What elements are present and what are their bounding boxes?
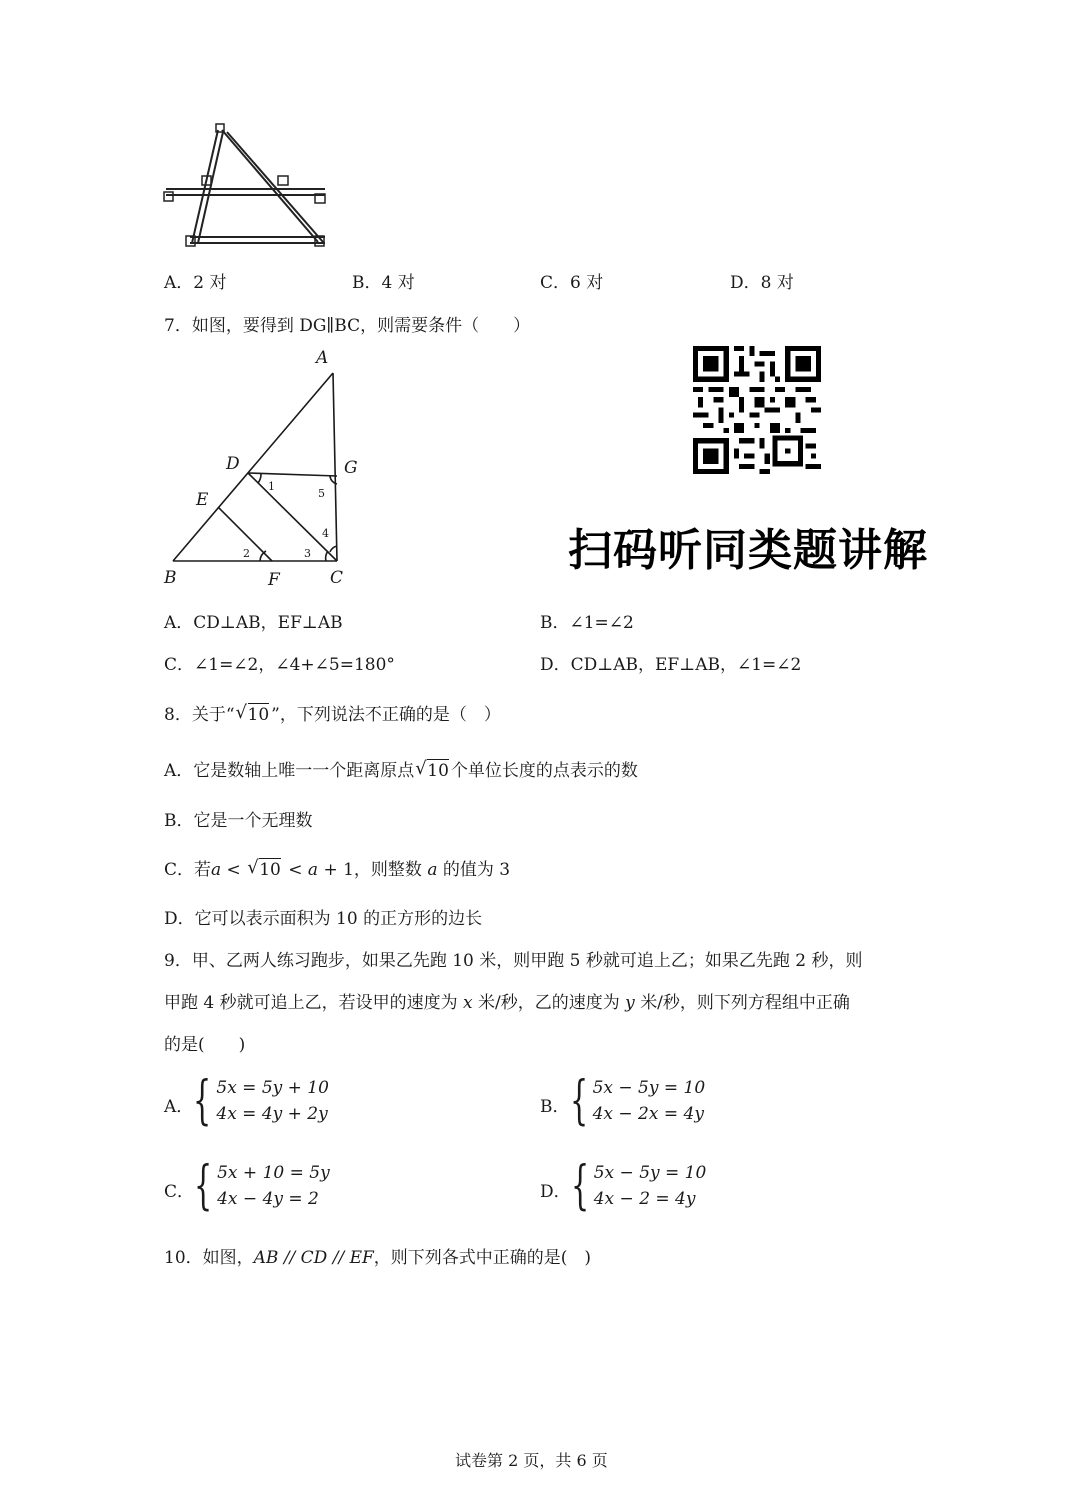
q8-option-b[interactable]: B．它是一个无理数 [164,811,313,831]
q9-stem-line1: 9．甲、乙两人练习跑步，如果乙先跑 10 米，则甲跑 5 秒就可追上乙；如果乙先跑 2 秒，则 [164,951,863,971]
qr-code[interactable] [692,346,822,474]
q9-option-d[interactable]: D． { 5x − 5y = 10 4x − 2 = 4y [540,1156,707,1216]
q9-option-c[interactable]: C． { 5x + 10 = 5y 4x − 4y = 2 [164,1156,330,1216]
q6-option-b[interactable]: B．4 对 [352,273,415,293]
q7-option-a[interactable]: A．CD⊥AB，EF⊥AB [164,613,343,633]
q6-figure [160,120,335,255]
q9-option-b[interactable]: B． { 5x − 5y = 10 4x − 2x = 4y [540,1071,706,1131]
q9-stem-line2: 甲跑 4 秒就可追上乙，若设甲的速度为 x 米/秒，乙的速度为 y 米/秒，则下列方程组中正确 [164,993,850,1013]
q7-label-D: D [226,454,240,474]
qr-caption: 扫码听同类题讲解 [568,525,928,576]
q8-stem: 8．关于“√ 10 ”，下列说法不正确的是（ ） [164,700,501,725]
q7-angle-4: 4 [322,527,329,540]
page-footer: 试卷第 2 页，共 6 页 [455,1451,608,1470]
q6-option-a[interactable]: A．2 对 [164,273,227,293]
q7-angle-5: 5 [318,487,325,500]
q7-label-G: G [344,458,358,478]
q7-label-F: F [268,570,280,590]
q7-option-d[interactable]: D．CD⊥AB，EF⊥AB，∠1=∠2 [540,655,802,675]
q7-label-A: A [316,348,329,368]
q7-stem: 7．如图，要得到 DG∥BC，则需要条件（ ） [164,316,531,336]
q6-option-c[interactable]: C．6 对 [540,273,604,293]
q6-option-d[interactable]: D．8 对 [730,273,794,293]
q7-angle-3: 3 [304,547,311,560]
q8-option-c[interactable]: C．若a < √ 10 < a + 1，则整数 a 的值为 3 [164,855,510,880]
q7-angle-1: 1 [268,480,275,493]
q8-option-d[interactable]: D．它可以表示面积为 10 的正方形的边长 [164,909,483,929]
q7-label-E: E [196,490,209,510]
q7-option-b[interactable]: B．∠1=∠2 [540,613,634,633]
q9-stem-line3: 的是( ) [164,1035,246,1055]
q7-label-C: C [330,568,344,588]
q7-figure [160,345,370,593]
q7-label-B: B [164,568,177,588]
q8-option-a[interactable]: A．它是数轴上唯一一个距离原点√ 10 个单位长度的点表示的数 [164,756,638,781]
q7-option-c[interactable]: C．∠1=∠2，∠4+∠5=180° [164,655,395,675]
q7-angle-2: 2 [243,547,250,560]
q9-option-a[interactable]: A． { 5x = 5y + 10 4x = 4y + 2y [164,1071,329,1131]
q8-stem-sqrt: √ 10 [237,705,270,725]
q10-stem: 10．如图，AB // CD // EF，则下列各式中正确的是( ) [164,1248,592,1268]
